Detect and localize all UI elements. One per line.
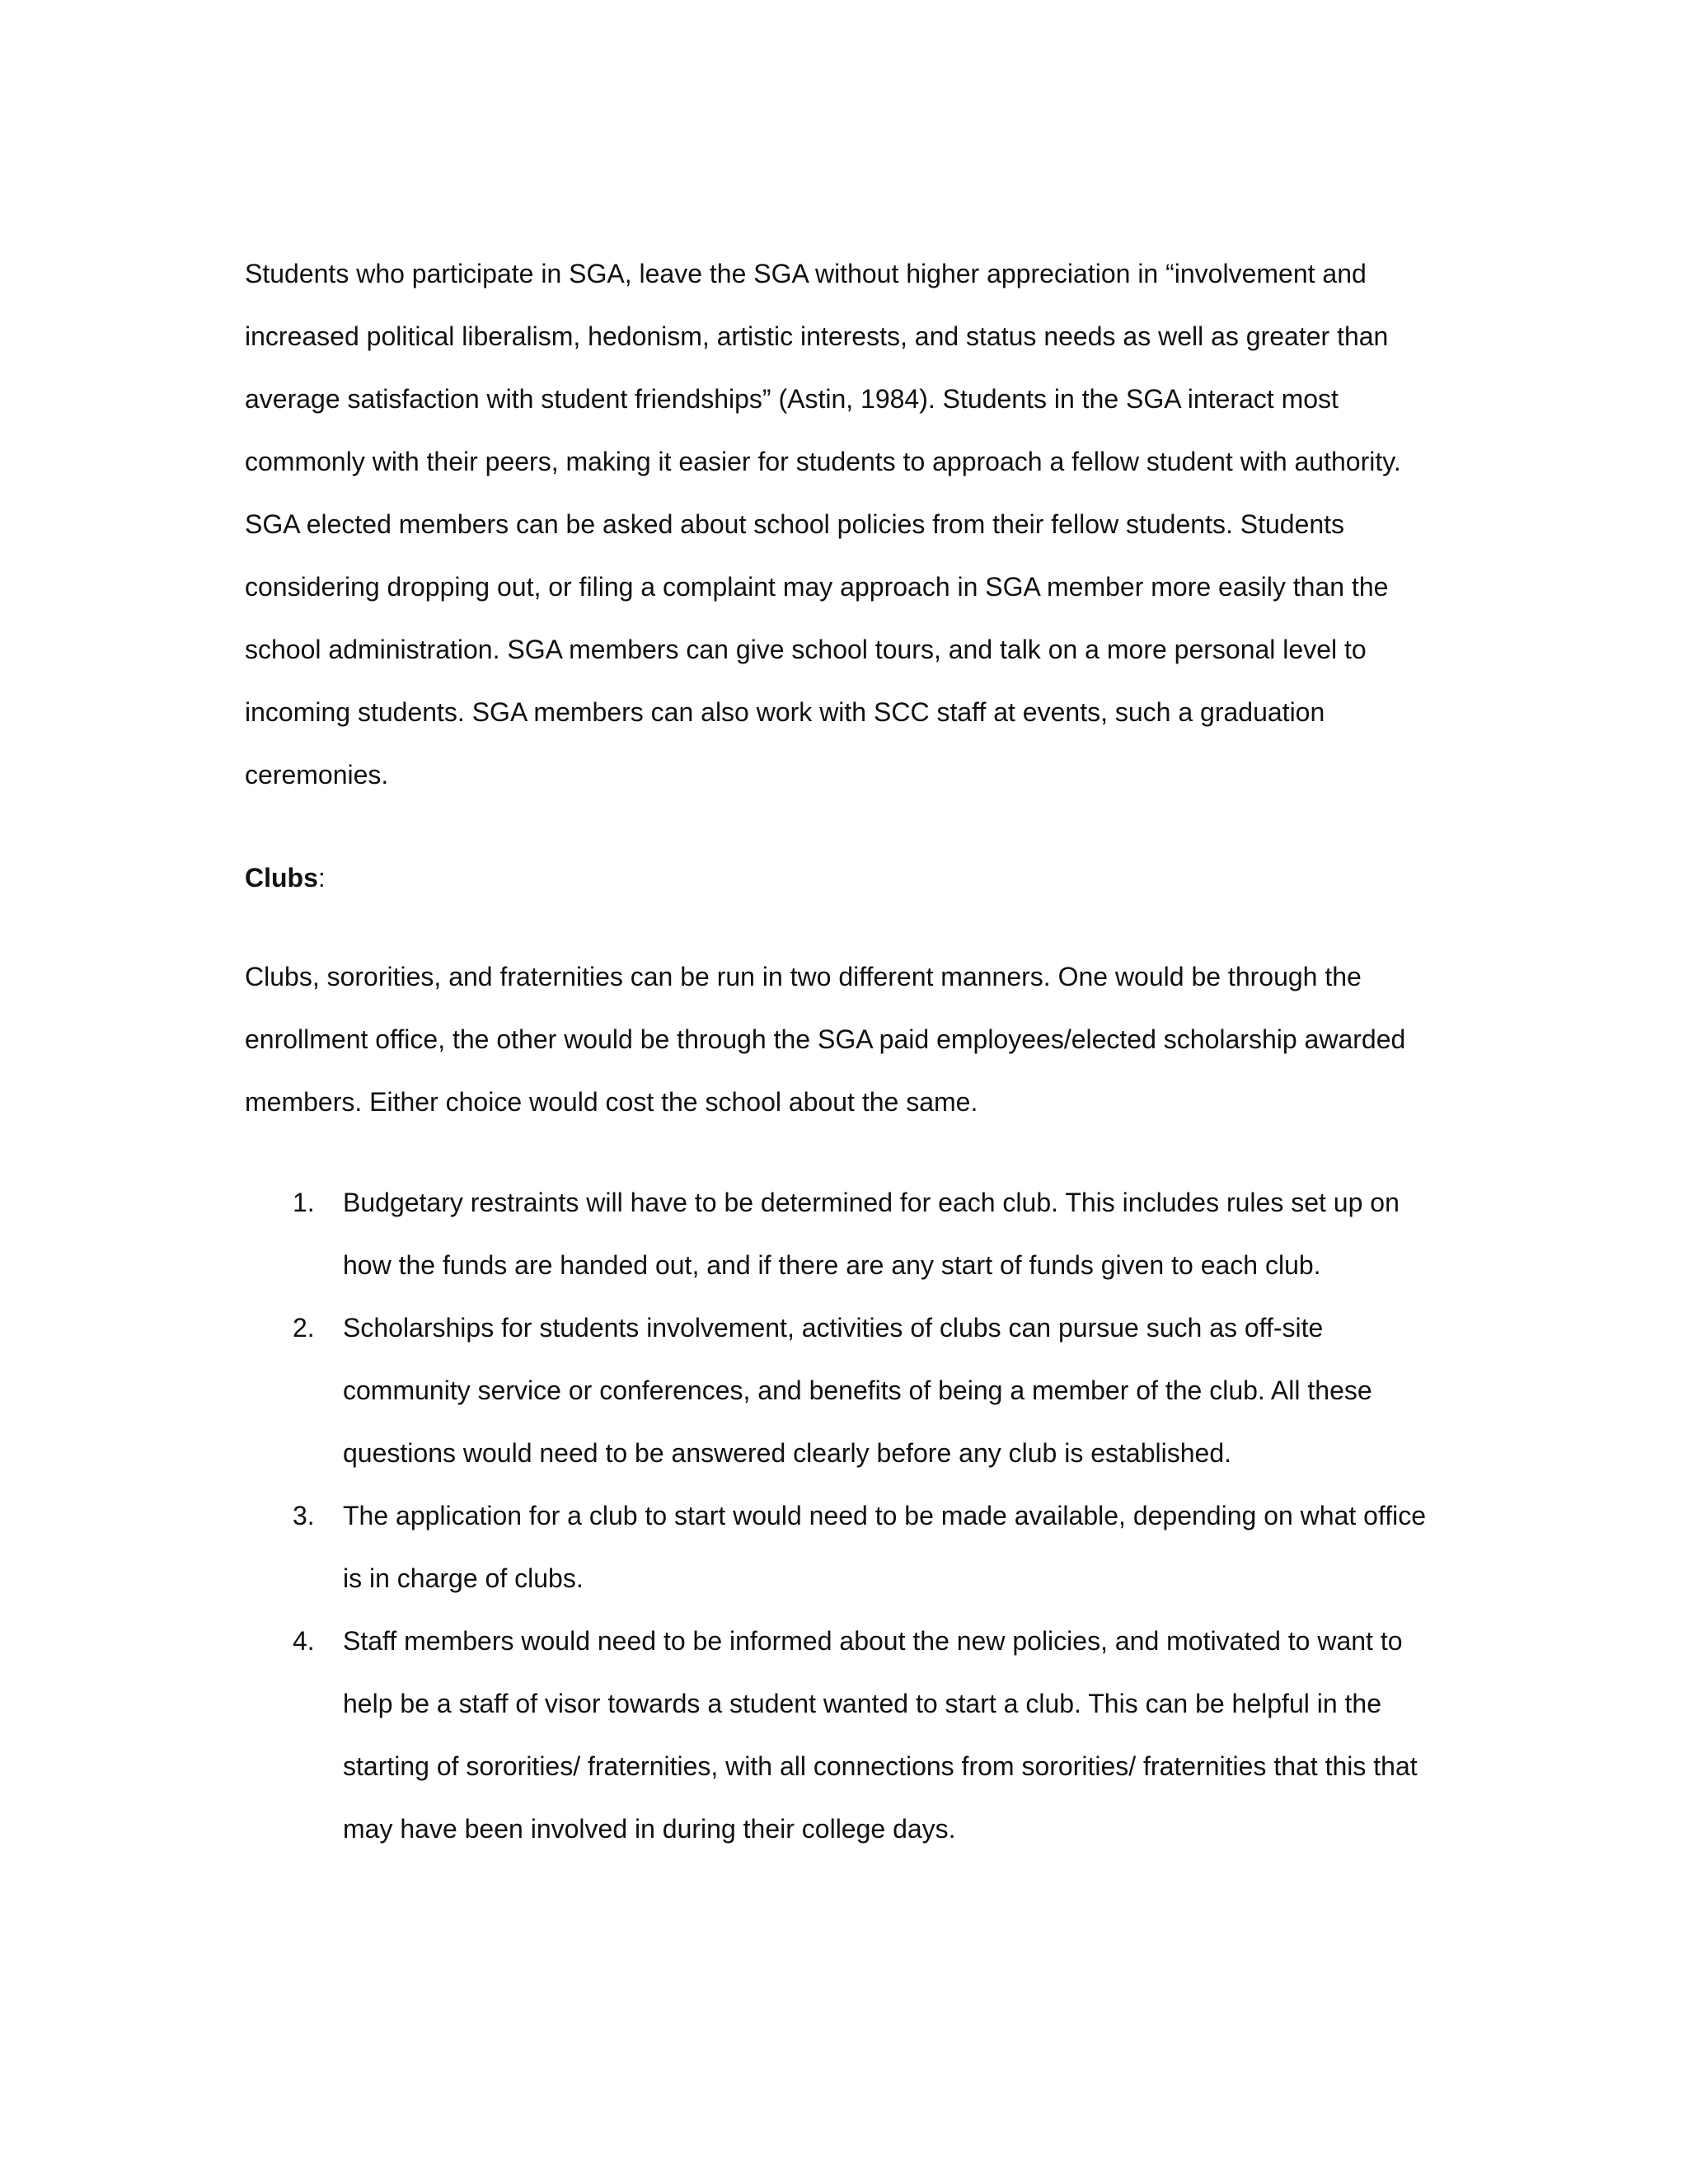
text-line: members. Either choice would cost the school about the same. [245, 1087, 978, 1117]
list-item [245, 1171, 1481, 1296]
text-line: is in charge of clubs. [343, 1563, 584, 1593]
text-line: Students who participate in SGA, leave the SGA without higher appreciation in “involvement and [245, 259, 1367, 288]
section-heading-clubs [245, 846, 326, 909]
text-line: commonly with their peers, making it easier for students to approach a fellow student with authority. [245, 447, 1401, 476]
text-line: enrollment office, the other would be through the SGA paid employees/elected scholarship awarded [245, 1024, 1406, 1054]
text-line: The application for a club to start would need to be made available, depending on what office [343, 1501, 1427, 1530]
text-line: considering dropping out, or filing a complaint may approach in SGA member more easily than the [245, 572, 1389, 602]
text-line: may have been involved in during their college days. [343, 1814, 956, 1844]
list-number: 3. [293, 1501, 315, 1530]
text-line: ceremonies. [245, 760, 389, 790]
list-item [245, 1296, 1481, 1484]
list-number: 4. [293, 1626, 315, 1656]
paragraph-sga [245, 242, 1465, 806]
list-item [245, 1484, 1481, 1610]
text-line: school administration. SGA members can give school tours, and talk on a more personal level to [245, 635, 1367, 664]
text-line: questions would need to be answered clearly before any club is established. [343, 1438, 1231, 1468]
text-line: help be a staff of visor towards a student wanted to start a club. This can be helpful in the [343, 1689, 1382, 1718]
text-line: Staff members would need to be informed about the new policies, and motivated to want to [343, 1626, 1403, 1656]
text-line: Budgetary restraints will have to be determined for each club. This includes rules set up on [343, 1188, 1400, 1217]
heading-colon: : [317, 863, 326, 893]
list-number: 1. [293, 1188, 315, 1217]
text-line: increased political liberalism, hedonism, artistic interests, and status needs as well as greater than [245, 321, 1389, 351]
list-item [245, 1610, 1481, 1860]
text-line: Scholarships for students involvement, activities of clubs can pursue such as off-site [343, 1313, 1324, 1343]
list-number: 2. [293, 1313, 315, 1343]
text-line: community service or conferences, and benefits of being a member of the club. All these [343, 1376, 1372, 1405]
text-line: incoming students. SGA members can also work with SCC staff at events, such a graduation [245, 697, 1325, 727]
text-line: SGA elected members can be asked about school policies from their fellow students. Students [245, 509, 1345, 539]
paragraph-clubs [245, 945, 1465, 1133]
text-line: Clubs, sororities, and fraternities can be run in two different manners. One would be through the [245, 962, 1362, 991]
heading-text: Clubs [245, 863, 318, 893]
text-line: how the funds are handed out, and if there are any start of funds given to each club. [343, 1250, 1321, 1280]
text-line: average satisfaction with student friendships” (Astin, 1984). Students in the SGA interact most [245, 384, 1339, 414]
numbered-list [245, 1171, 1481, 1860]
text-line: starting of sororities/ fraternities, with all connections from sororities/ fraternities that this that [343, 1751, 1418, 1781]
